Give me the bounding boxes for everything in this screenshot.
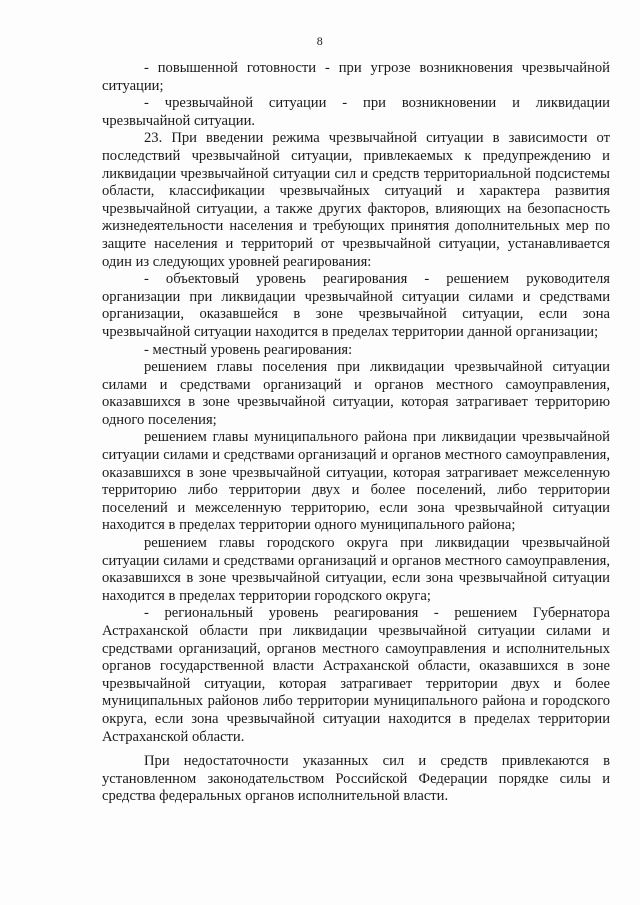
paragraph-city-district-head: решением главы городского округа при ликвидации чрезвычайной ситуации силами и средствами организаций и органов местного самоуправления, оказавшихся в зоне чрезвычайной ситуации, если зона чрезвычайной ситуации находится в пределах территории городского округа; [102,535,610,604]
document-body [102,60,610,806]
paragraph-district-head: решением главы муниципального района при ликвидации чрезвычайной ситуации силами и средствами организаций и органов местного самоуправления, оказавшихся в зоне чрезвычайной ситуации, которая затрагивает межселенную территорию либо территории двух и более поселений, либо территории поселений и межселенную территорию, если зона чрезвычайной ситуации находится в пределах территории одного муниципального района; [102,429,610,534]
paragraph-local-level: - местный уровень реагирования: [144,341,353,358]
paragraph-item-23: 23. При введении режима чрезвычайной ситуации в зависимости от последствий чрезвычайной ситуации, привлекаемых к предупреждению и ликвидации чрезвычайной ситуации сил и средств территориальной подсистемы области, классификации чрезвычайных ситуаций и характера развития чрезвычайной ситуации, а также других факторов, влияющих на безопасность жизнедеятельности населения и требующих принятия дополнительных мер по защите населения и территорий от чрезвычайной ситуации, устанавливается один из следующих уровней реагирования: [102,130,610,270]
paragraph-object-level: - объектовый уровень реагирования - решением руководителя организации при ликвидации чрезвычайной ситуации силами и средствами организации, оказавшейся в зоне чрезвычайной ситуации, если зона чрезвычайной ситуации находится в пределах территории данной организации; [102,271,610,340]
paragraph-insufficient-forces: При недостаточности указанных сил и средств привлекаются в установленном законодательством Российской Федерации порядке силы и средства федеральных органов исполнительной власти. [102,753,610,805]
paragraph-regional-level: - региональный уровень реагирования - решением Губернатора Астраханской области при ликвидации чрезвычайной ситуации силами и средствами организаций, органов местного самоуправления и исполнительных органов государственной власти Астраханской области, оказавшихся в зоне чрезвычайной ситуации, которая затрагивает территории двух и более муниципальных районов либо территории муниципального района и городского округа, если зона чрезвычайной ситуации находится в пределах территории Астраханской области. [102,605,610,745]
paragraph-high-readiness: - повышенной готовности - при угрозе возникновения чрезвычайной ситуации; [102,60,610,94]
page-number: 8 [316,34,324,48]
paragraph-settlement-head: решением главы поселения при ликвидации чрезвычайной ситуации силами и средствами организаций и органов местного самоуправления, оказавшихся в зоне чрезвычайной ситуации, которая затрагивает территорию одного поселения; [102,359,610,428]
paragraph-emergency-mode: - чрезвычайной ситуации - при возникновении и ликвидации чрезвычайной ситуации. [102,95,610,129]
